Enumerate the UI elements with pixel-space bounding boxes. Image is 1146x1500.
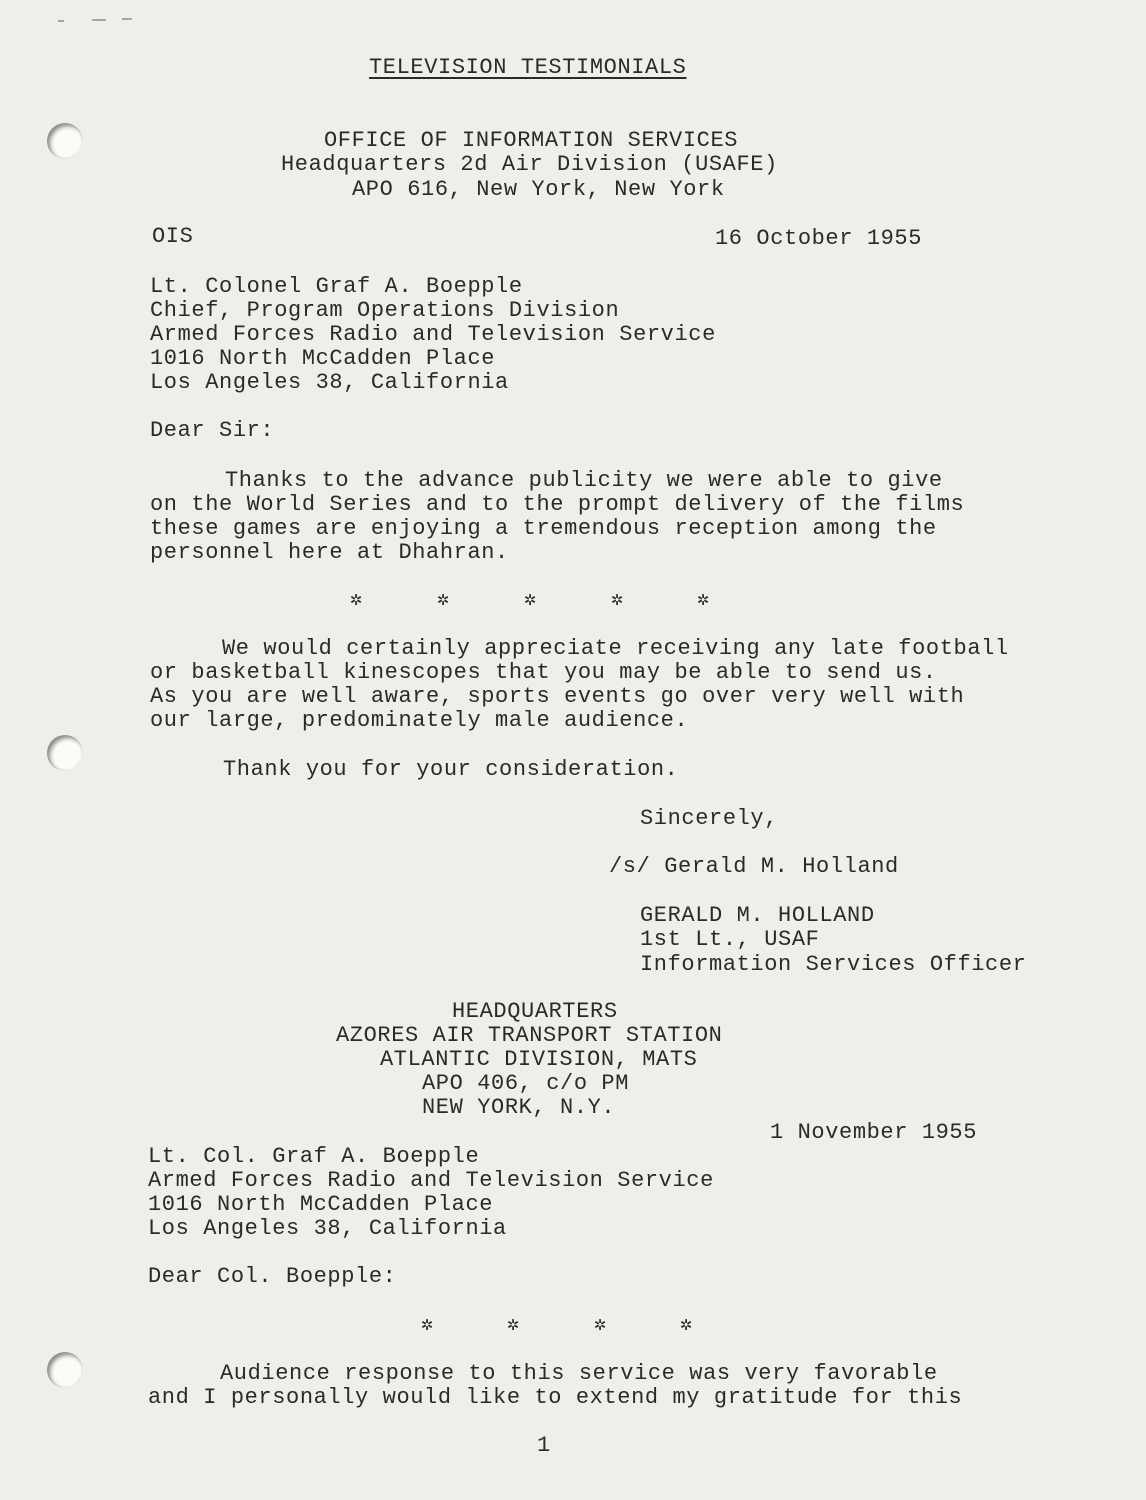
paper-speck (58, 20, 64, 22)
letter1-para1-line: on the World Series and to the prompt delivery of the films (150, 492, 965, 517)
asterisk-separator: ✲ (507, 1314, 520, 1337)
letter1-ref: OIS (152, 224, 194, 249)
letter1-address-line: Los Angeles 38, California (150, 370, 509, 395)
asterisk-separator: ✲ (680, 1314, 693, 1337)
asterisk-separator: ✲ (350, 589, 363, 612)
letter2-address-line: Armed Forces Radio and Television Service (148, 1168, 714, 1193)
letter1-address-line: 1016 North McCadden Place (150, 346, 496, 371)
paper-speck (92, 19, 106, 21)
letter1-closing: Sincerely, (640, 806, 779, 831)
punch-hole-middle (47, 735, 83, 771)
letter2-header-line: APO 406, c/o PM (422, 1071, 630, 1096)
asterisk-separator: ✲ (611, 589, 624, 612)
letter1-para2-line: We would certainly appreciate receiving any late football (222, 636, 1009, 661)
paper-speck (122, 18, 132, 20)
asterisk-separator: ✲ (421, 1314, 434, 1337)
asterisk-separator: ✲ (524, 589, 537, 612)
letter2-address-line: 1016 North McCadden Place (148, 1192, 494, 1217)
letter2-salutation: Dear Col. Boepple: (148, 1264, 397, 1289)
letter2-address-line: Los Angeles 38, California (148, 1216, 507, 1241)
letter1-salutation: Dear Sir: (150, 418, 275, 443)
letter2-para1-line: and I personally would like to extend my gratitude for this (148, 1385, 963, 1410)
letter1-address-line: Lt. Colonel Graf A. Boepple (150, 274, 523, 299)
letter1-para2-line: As you are well aware, sports events go over very well with (150, 684, 965, 709)
letter1-para1-line: personnel here at Dhahran. (150, 540, 509, 565)
asterisk-separator: ✲ (697, 589, 710, 612)
punch-hole-bottom (47, 1352, 83, 1388)
letter2-header-line: HEADQUARTERS (452, 999, 618, 1024)
letter1-header-line: Headquarters 2d Air Division (USAFE) (281, 152, 778, 177)
letter1-address-line: Armed Forces Radio and Television Service (150, 322, 716, 347)
letter2-header-line: AZORES AIR TRANSPORT STATION (336, 1023, 723, 1048)
document-title: TELEVISION TESTIMONIALS (369, 55, 687, 80)
letter1-date: 16 October 1955 (715, 226, 923, 251)
letter1-sig-block-line: Information Services Officer (640, 952, 1027, 977)
letter2-header-line: NEW YORK, N.Y. (422, 1095, 616, 1120)
letter1-para3: Thank you for your consideration. (223, 757, 679, 782)
asterisk-separator: ✲ (594, 1314, 607, 1337)
letter1-sig-block-line: GERALD M. HOLLAND (640, 903, 875, 928)
page-number: 1 (537, 1433, 551, 1458)
punch-hole-top (47, 123, 83, 159)
letter1-para1-line: Thanks to the advance publicity we were able to give (225, 468, 943, 493)
letter1-para2-line: or basketball kinescopes that you may be able to send us. (150, 660, 937, 685)
letter1-header-line: OFFICE OF INFORMATION SERVICES (324, 128, 739, 153)
letter2-para1-line: Audience response to this service was very favorable (220, 1361, 938, 1386)
letter2-header-line: ATLANTIC DIVISION, MATS (380, 1047, 698, 1072)
letter2-date: 1 November 1955 (770, 1120, 978, 1145)
letter1-para1-line: these games are enjoying a tremendous reception among the (150, 516, 937, 541)
asterisk-separator: ✲ (437, 589, 450, 612)
letter1-sig-block-line: 1st Lt., USAF (640, 927, 820, 952)
letter1-signature: /s/ Gerald M. Holland (609, 854, 899, 879)
letter1-header-line: APO 616, New York, New York (352, 177, 725, 202)
letter2-address-line: Lt. Col. Graf A. Boepple (148, 1144, 480, 1169)
letter1-para2-line: our large, predominately male audience. (150, 708, 689, 733)
letter1-address-line: Chief, Program Operations Division (150, 298, 620, 323)
